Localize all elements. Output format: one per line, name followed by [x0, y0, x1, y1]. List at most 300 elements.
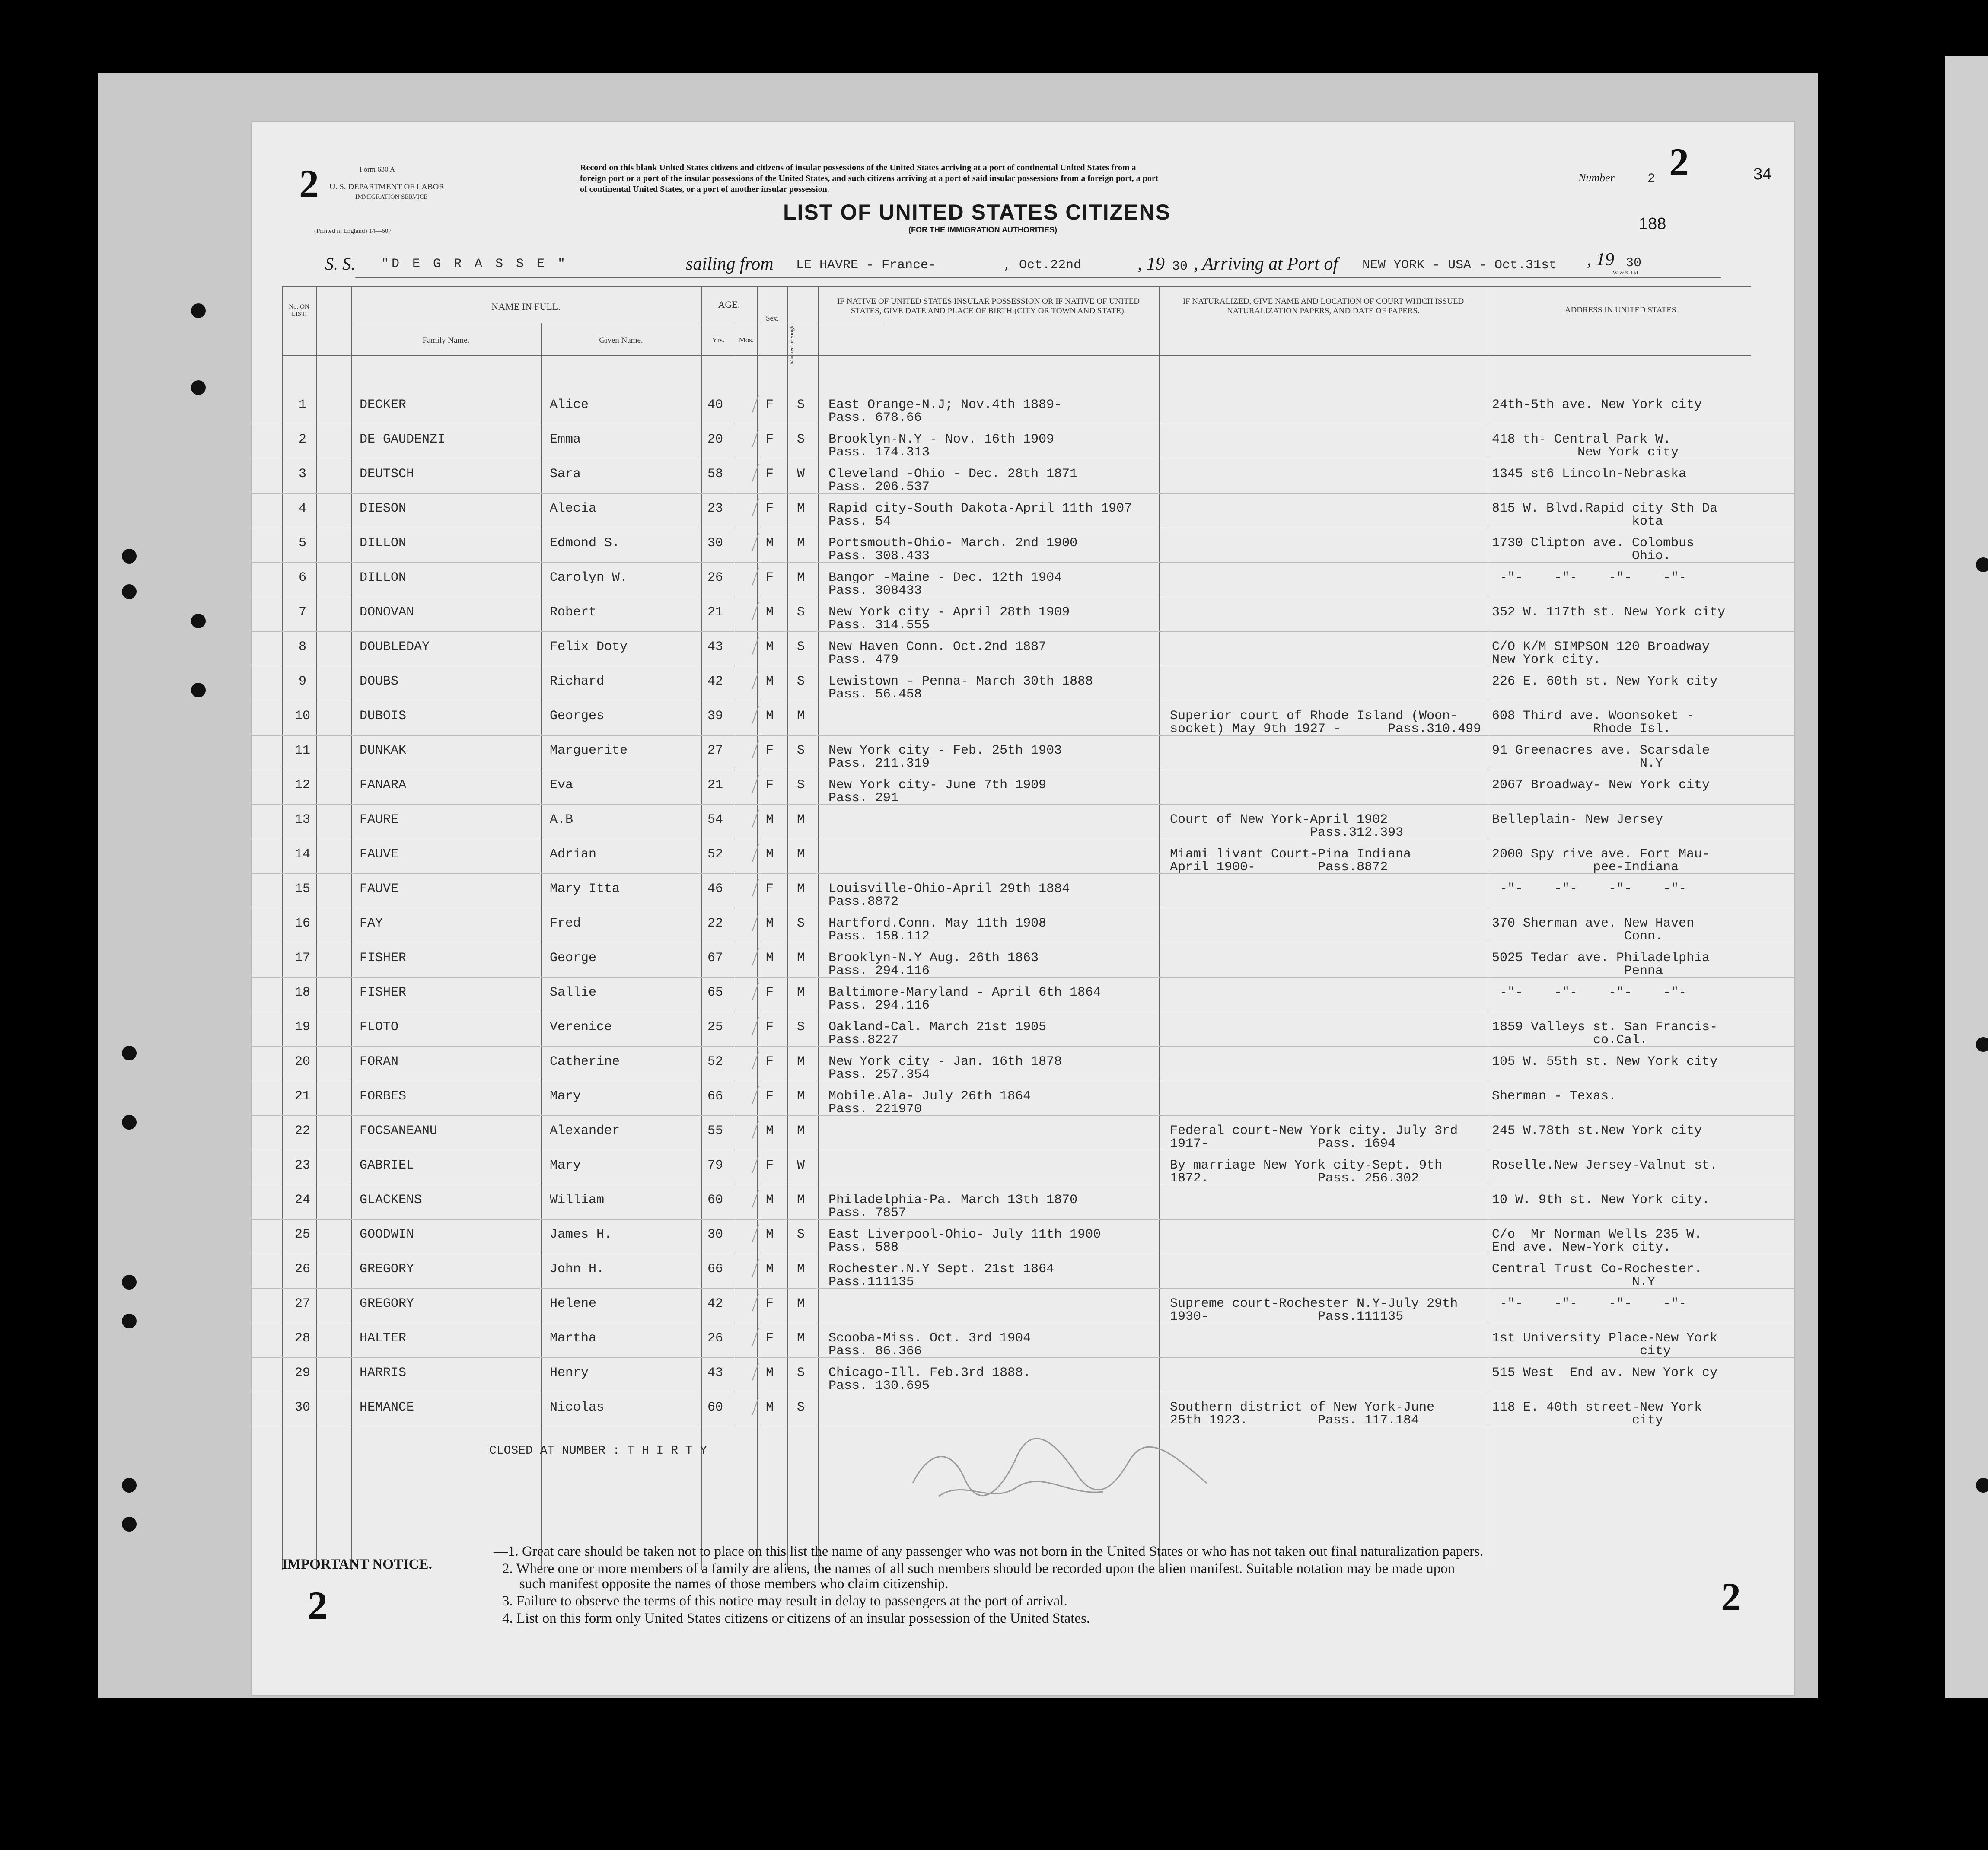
- given-name: George: [550, 951, 597, 965]
- address-line-2: New York city: [1492, 445, 1679, 460]
- check-mark: [735, 948, 759, 965]
- birth-place-line-2: Pass. 479: [828, 653, 899, 667]
- age: 43: [707, 640, 723, 654]
- birth-place: New York city - Jan. 16th 1878: [828, 1054, 1062, 1069]
- binder-hole: [122, 1115, 137, 1130]
- row-number: 6: [298, 570, 306, 585]
- given-name: A.B: [550, 812, 573, 827]
- marital-status: S: [797, 1227, 805, 1242]
- birth-place: East Orange-N.J; Nov.4th 1889-: [828, 398, 1062, 412]
- naturalization-court: Federal court-New York city. July 3rd: [1170, 1124, 1458, 1138]
- marital-status: M: [797, 536, 805, 551]
- row-number: 24: [294, 1193, 310, 1207]
- header-no: No. ON LIST.: [289, 303, 309, 318]
- marital-status: M: [797, 1193, 805, 1207]
- age: 39: [707, 709, 723, 723]
- arriving-label: , Arriving at Port of: [1194, 254, 1338, 274]
- sail-year-prefix: , 19: [1137, 254, 1165, 274]
- address: Belleplain- New Jersey: [1492, 812, 1663, 827]
- sex: M: [766, 605, 774, 620]
- address-line-2: city: [1492, 1344, 1671, 1359]
- family-name: DEUTSCH: [360, 467, 414, 481]
- address-line-2: Conn.: [1492, 929, 1663, 944]
- sex: F: [766, 570, 774, 585]
- check-mark: [735, 1017, 759, 1035]
- row-number: 7: [298, 605, 306, 620]
- row-number: 26: [294, 1262, 310, 1277]
- birth-place: Bangor -Maine - Dec. 12th 1904: [828, 570, 1062, 585]
- check-mark: [735, 810, 759, 827]
- sex: M: [766, 951, 774, 965]
- check-mark: [735, 1190, 759, 1207]
- age: 43: [707, 1366, 723, 1380]
- age: 42: [707, 674, 723, 689]
- naturalization-court: Court of New York-April 1902: [1170, 812, 1388, 827]
- birth-place: Rapid city-South Dakota-April 11th 1907: [828, 501, 1132, 516]
- binder-hole: [122, 549, 137, 564]
- address-line-2: pee-Indiana: [1492, 860, 1679, 875]
- record-note-3: of continental United States, or a port of another insular possession.: [580, 185, 829, 194]
- check-mark: [735, 430, 759, 447]
- binder-hole: [1976, 1037, 1988, 1052]
- row-number: 29: [294, 1366, 310, 1380]
- check-mark: [735, 983, 759, 1000]
- family-name: GREGORY: [360, 1262, 414, 1277]
- table-row: [252, 494, 1794, 528]
- birth-place: Chicago-Ill. Feb.3rd 1888.: [828, 1366, 1031, 1380]
- table-row: [252, 424, 1794, 459]
- adjacent-sheet: [1945, 56, 1988, 1698]
- given-name: Richard: [550, 674, 605, 689]
- check-mark: [735, 1086, 759, 1104]
- binder-hole: [122, 584, 137, 599]
- age: 60: [707, 1400, 723, 1415]
- age: 30: [707, 1227, 723, 1242]
- age: 40: [707, 398, 723, 412]
- ship-name: "D E G R A S S E ": [381, 257, 568, 271]
- check-mark: [735, 637, 759, 654]
- birth-place-line-2: Pass. 221970: [828, 1102, 922, 1117]
- age: 66: [707, 1089, 723, 1104]
- record-note-1: Record on this blank United States citizens and citizens of insular possessions of the United States arriving at a port of continental United States from a: [580, 163, 1136, 172]
- table-row: [252, 943, 1794, 978]
- check-mark: [735, 602, 759, 620]
- check-mark: [735, 706, 759, 723]
- sex: F: [766, 1020, 774, 1035]
- row-number: 10: [294, 709, 310, 723]
- bottom-left-number: 2: [308, 1583, 328, 1627]
- form-number: Form 630 A: [360, 165, 395, 173]
- given-name: Alecia: [550, 501, 597, 516]
- table-row: [252, 1185, 1794, 1220]
- table-row: [252, 908, 1794, 943]
- address: 245 W.78th st.New York city: [1492, 1124, 1702, 1138]
- family-name: DONOVAN: [360, 605, 414, 620]
- age: 25: [707, 1020, 723, 1035]
- birth-place: Hartford.Conn. May 11th 1908: [828, 916, 1047, 931]
- sex: F: [766, 501, 774, 516]
- birth-place-line-2: Pass. 7857: [828, 1206, 907, 1220]
- birth-place: New Haven Conn. Oct.2nd 1887: [828, 640, 1047, 654]
- address: -"- -"- -"- -"-: [1492, 882, 1687, 896]
- birth-place-line-2: Pass. 130.695: [828, 1379, 930, 1393]
- number-typed: 2: [1647, 172, 1656, 186]
- address-line-2: kota: [1492, 514, 1663, 529]
- number-label: Number: [1578, 172, 1615, 184]
- address: 1859 Valleys st. San Francis-: [1492, 1020, 1718, 1035]
- birth-place-line-2: Pass.8227: [828, 1033, 899, 1048]
- birth-place: Louisville-Ohio-April 29th 1884: [828, 882, 1070, 896]
- binder-hole: [122, 1478, 137, 1493]
- address: 5025 Tedar ave. Philadelphia: [1492, 951, 1710, 965]
- birth-place-line-2: Pass. 308433: [828, 583, 922, 598]
- table-row: [252, 1323, 1794, 1358]
- row-number: 30: [294, 1400, 310, 1415]
- sailing-from-label: sailing from: [686, 254, 774, 274]
- table-row: [252, 1150, 1794, 1185]
- address: -"- -"- -"- -"-: [1492, 1296, 1687, 1311]
- row-number: 5: [298, 536, 306, 551]
- notice-item-1: —1. Great care should be taken not to place on this list the name of any passenger who was not born in the United States or who has not taken out final naturalization papers.: [494, 1544, 1484, 1559]
- header-bottom-rule: [282, 355, 1751, 356]
- marital-status: S: [797, 398, 805, 412]
- family-name: FOCSANEANU: [360, 1124, 438, 1138]
- birth-place-line-2: Pass. 588: [828, 1240, 899, 1255]
- row-number: 20: [294, 1054, 310, 1069]
- age: 52: [707, 847, 723, 862]
- family-name: GREGORY: [360, 1296, 414, 1311]
- notice-item-4: 4. List on this form only United States citizens or citizens of an insular possession of the United States.: [502, 1611, 1090, 1626]
- row-number: 17: [294, 951, 310, 965]
- row-number: 19: [294, 1020, 310, 1035]
- address: Roselle.New Jersey-Valnut st.: [1492, 1158, 1718, 1173]
- given-name: Helene: [550, 1296, 597, 1311]
- address: 608 Third ave. Woonsoket -: [1492, 709, 1695, 723]
- table-row: [252, 1012, 1794, 1047]
- birth-place-line-2: Pass. 206.537: [828, 480, 930, 494]
- binder-hole: [191, 380, 206, 395]
- age: 21: [707, 605, 723, 620]
- sex: M: [766, 847, 774, 862]
- address: 105 W. 55th st. New York city: [1492, 1054, 1718, 1069]
- notice-item-2: 2. Where one or more members of a family are aliens, the names of all such members should be recorded upon the alien manifest. Suitable notation may be made upon: [502, 1561, 1455, 1576]
- marital-status: M: [797, 1124, 805, 1138]
- birth-place-line-2: Pass. 158.112: [828, 929, 930, 944]
- given-name: Edmond S.: [550, 536, 620, 551]
- header-given-name: Given Name.: [599, 336, 643, 345]
- given-name: Sallie: [550, 985, 597, 1000]
- check-mark: [735, 395, 759, 412]
- family-name: DOUBS: [360, 674, 399, 689]
- sex: M: [766, 812, 774, 827]
- row-number: 4: [298, 501, 306, 516]
- age: 65: [707, 985, 723, 1000]
- birth-place-line-2: Pass. 86.366: [828, 1344, 922, 1359]
- binder-hole: [1976, 1478, 1988, 1493]
- arriving-port: NEW YORK - USA - Oct.31st: [1362, 258, 1557, 273]
- marital-status: S: [797, 640, 805, 654]
- given-name: Felix Doty: [550, 640, 628, 654]
- birth-place: New York city - Feb. 25th 1903: [828, 743, 1062, 758]
- sail-year: 30: [1172, 259, 1188, 274]
- address: Sherman - Texas.: [1492, 1089, 1617, 1104]
- table-row: [252, 839, 1794, 874]
- check-mark: [735, 879, 759, 896]
- birth-place-line-2: Pass.8872: [828, 895, 899, 909]
- address-line-2: N.Y: [1492, 756, 1663, 771]
- marital-status: M: [797, 1054, 805, 1069]
- sex: M: [766, 1262, 774, 1277]
- table-row: [252, 701, 1794, 736]
- birth-place: Brooklyn-N.Y - Nov. 16th 1909: [828, 432, 1055, 447]
- sex: F: [766, 743, 774, 758]
- family-name: HALTER: [360, 1331, 407, 1346]
- table-row: [252, 597, 1794, 632]
- address: 24th-5th ave. New York city: [1492, 398, 1702, 412]
- birth-place-line-2: Pass. 314.555: [828, 618, 930, 633]
- given-name: John H.: [550, 1262, 605, 1277]
- binder-hole: [191, 614, 206, 628]
- marital-status: M: [797, 709, 805, 723]
- birth-place-line-2: Pass. 678.66: [828, 411, 922, 425]
- check-mark: [735, 464, 759, 481]
- age: 66: [707, 1262, 723, 1277]
- sex: F: [766, 1158, 774, 1173]
- table-top-rule: [282, 286, 1751, 287]
- sex: F: [766, 1296, 774, 1311]
- address-line-2: city: [1492, 1413, 1663, 1428]
- sail-date: , Oct.22nd: [1004, 258, 1082, 273]
- age: 42: [707, 1296, 723, 1311]
- check-mark: [735, 1398, 759, 1415]
- sailing-from: LE HAVRE - France-: [796, 258, 937, 273]
- address: 91 Greenacres ave. Scarsdale: [1492, 743, 1710, 758]
- marital-status: M: [797, 847, 805, 862]
- department: U. S. DEPARTMENT OF LABOR: [329, 182, 444, 191]
- sex: F: [766, 467, 774, 481]
- table-row: [252, 1392, 1794, 1427]
- sex: M: [766, 1366, 774, 1380]
- row-number: 25: [294, 1227, 310, 1242]
- age: 52: [707, 1054, 723, 1069]
- service: IMMIGRATION SERVICE: [355, 194, 428, 201]
- binder-hole: [122, 1046, 137, 1060]
- birth-place-line-2: Pass. 294.116: [828, 998, 930, 1013]
- row-number: 11: [294, 743, 310, 758]
- age: 30: [707, 536, 723, 551]
- binder-hole: [122, 1275, 137, 1290]
- address: 1st University Place-New York: [1492, 1331, 1718, 1346]
- table-row: [252, 459, 1794, 494]
- marital-status: M: [797, 1089, 805, 1104]
- row-number: 9: [298, 674, 306, 689]
- sex: M: [766, 1400, 774, 1415]
- given-name: Catherine: [550, 1054, 620, 1069]
- marital-status: M: [797, 570, 805, 585]
- arrive-year-prefix: , 19: [1587, 250, 1614, 270]
- check-mark: [735, 1052, 759, 1069]
- table-row: [252, 528, 1794, 563]
- birth-place: Scooba-Miss. Oct. 3rd 1904: [828, 1331, 1031, 1346]
- header-sex: Sex.: [766, 314, 779, 322]
- passenger-list: [252, 390, 1794, 1565]
- record-note-2: foreign port or a port of the insular possessions of the United States, and such citizens arriving at a port of said insular possessions from a foreign port, a port: [580, 174, 1159, 183]
- table-row: [252, 1289, 1794, 1323]
- row-number: 27: [294, 1296, 310, 1311]
- age: 58: [707, 467, 723, 481]
- table-row: [252, 978, 1794, 1012]
- birth-place: East Liverpool-Ohio- July 11th 1900: [828, 1227, 1101, 1242]
- address-line-2: Rhode Isl.: [1492, 722, 1671, 736]
- row-number: 23: [294, 1158, 310, 1173]
- address: -"- -"- -"- -"-: [1492, 570, 1687, 585]
- birth-place: Brooklyn-N.Y Aug. 26th 1863: [828, 951, 1039, 965]
- naturalization-court-line-2: April 1900- Pass.8872: [1170, 860, 1388, 875]
- address: Central Trust Co-Rochester.: [1492, 1262, 1702, 1277]
- table-row: [252, 1254, 1794, 1289]
- birth-place-line-2: Pass. 294.116: [828, 964, 930, 978]
- age: 54: [707, 812, 723, 827]
- given-name: Alexander: [550, 1124, 620, 1138]
- sex: F: [766, 432, 774, 447]
- naturalization-court-line-2: 25th 1923. Pass. 117.184: [1170, 1413, 1419, 1428]
- page-subtitle: (FOR THE IMMIGRATION AUTHORITIES): [908, 226, 1057, 234]
- address: 10 W. 9th st. New York city.: [1492, 1193, 1710, 1207]
- family-name: GLACKENS: [360, 1193, 422, 1207]
- check-mark: [735, 1363, 759, 1380]
- table-row: [252, 1116, 1794, 1150]
- address-line-2: N.Y: [1492, 1275, 1656, 1290]
- ship-line-rule: [355, 277, 1721, 278]
- address: 815 W. Blvd.Rapid city Sth Da: [1492, 501, 1718, 516]
- printed-note: (Printed in England) 14—607: [314, 228, 392, 235]
- notice-item-2b: such manifest opposite the names of those members who claim citizenship.: [519, 1576, 949, 1592]
- marital-status: M: [797, 882, 805, 896]
- marital-status: M: [797, 501, 805, 516]
- family-name: FAY: [360, 916, 383, 931]
- given-name: Alice: [550, 398, 589, 412]
- given-name: Robert: [550, 605, 597, 620]
- sex: M: [766, 674, 774, 689]
- sex: M: [766, 916, 774, 931]
- check-mark: [735, 568, 759, 585]
- marital-status: M: [797, 951, 805, 965]
- family-name: FANARA: [360, 778, 407, 793]
- naturalization-court-line-2: Pass.312.393: [1170, 825, 1404, 840]
- naturalization-court-line-2: 1872. Pass. 256.302: [1170, 1171, 1419, 1186]
- naturalization-court-line-2: socket) May 9th 1927 - Pass.310.499: [1170, 722, 1481, 736]
- given-name: Mary: [550, 1158, 581, 1173]
- arrive-year: 30: [1626, 256, 1642, 271]
- family-name: FLOTO: [360, 1020, 399, 1035]
- family-name: FORBES: [360, 1089, 407, 1104]
- sex: M: [766, 536, 774, 551]
- address: 515 West End av. New York cy: [1492, 1366, 1718, 1380]
- header-age: AGE.: [718, 299, 740, 310]
- given-name: Georges: [550, 709, 605, 723]
- row-number: 18: [294, 985, 310, 1000]
- signature-scribble: [904, 1431, 1250, 1509]
- given-name: William: [550, 1193, 605, 1207]
- address-line-2: Penna: [1492, 964, 1663, 978]
- binder-hole: [191, 683, 206, 697]
- birth-place-line-2: Pass. 257.354: [828, 1067, 930, 1082]
- naturalization-court: Superior court of Rhode Island (Woon-: [1170, 709, 1458, 723]
- address: 352 W. 117th st. New York city: [1492, 605, 1726, 620]
- header-birth: IF NATIVE OF UNITED STATES INSULAR POSSESSION OR IF NATIVE OF UNITED STATES, GIVE DATE AND PLACE OF BIRTH (CITY OR TOWN AND STATE).: [837, 297, 1140, 315]
- address-line-2: Ohio.: [1492, 549, 1671, 564]
- age: 20: [707, 432, 723, 447]
- given-name: Adrian: [550, 847, 597, 862]
- address: C/o Mr Norman Wells 235 W.: [1492, 1227, 1702, 1242]
- sex: F: [766, 1089, 774, 1104]
- check-mark: [735, 1121, 759, 1138]
- age: 79: [707, 1158, 723, 1173]
- check-mark: [735, 1328, 759, 1346]
- sex: F: [766, 778, 774, 793]
- check-mark: [735, 844, 759, 862]
- marital-status: S: [797, 432, 805, 447]
- naturalization-court: Southern district of New York-June: [1170, 1400, 1435, 1415]
- address: 118 E. 40th street-New York: [1492, 1400, 1702, 1415]
- naturalization-court-line-2: 1930- Pass.111135: [1170, 1309, 1404, 1324]
- check-mark: [735, 914, 759, 931]
- family-name: DIESON: [360, 501, 407, 516]
- birth-place: New York city- June 7th 1909: [828, 778, 1047, 793]
- age: 46: [707, 882, 723, 896]
- check-mark: [735, 1259, 759, 1277]
- table-row: [252, 770, 1794, 805]
- sex: F: [766, 882, 774, 896]
- address-line-2: End ave. New-York city.: [1492, 1240, 1671, 1255]
- given-name: Martha: [550, 1331, 597, 1346]
- marital-status: S: [797, 674, 805, 689]
- table-row: [252, 666, 1794, 701]
- age: 67: [707, 951, 723, 965]
- row-number: 1: [298, 398, 306, 412]
- check-mark: [735, 1156, 759, 1173]
- header-naturalized: IF NATURALIZED, GIVE NAME AND LOCATION OF COURT WHICH ISSUED NATURALIZATION PAPERS, AND DATE OF PAPERS.: [1182, 297, 1464, 315]
- marital-status: M: [797, 1262, 805, 1277]
- address: 2000 Spy rive ave. Fort Mau-: [1492, 847, 1710, 862]
- address-line-2: co.Cal.: [1492, 1033, 1648, 1048]
- family-name: FAUVE: [360, 847, 399, 862]
- family-name: HARRIS: [360, 1366, 407, 1380]
- given-name: Nicolas: [550, 1400, 605, 1415]
- family-name: DE GAUDENZI: [360, 432, 446, 447]
- birth-place-line-2: Pass. 211.319: [828, 756, 930, 771]
- address: 418 th- Central Park W.: [1492, 432, 1671, 447]
- binder-hole: [122, 1314, 137, 1328]
- row-number: 13: [294, 812, 310, 827]
- birth-place: Baltimore-Maryland - April 6th 1864: [828, 985, 1101, 1000]
- address: -"- -"- -"- -"-: [1492, 985, 1687, 1000]
- given-name: Emma: [550, 432, 581, 447]
- ss-label: S. S.: [325, 254, 355, 274]
- naturalization-court: Supreme court-Rochester N.Y-July 29th: [1170, 1296, 1458, 1311]
- birth-place: Cleveland -Ohio - Dec. 28th 1871: [828, 467, 1078, 481]
- row-number: 16: [294, 916, 310, 931]
- row-number: 14: [294, 847, 310, 862]
- row-number: 28: [294, 1331, 310, 1346]
- table-row: [252, 1081, 1794, 1116]
- header-family-name: Family Name.: [422, 336, 470, 345]
- bottom-right-number: 2: [1721, 1575, 1741, 1619]
- family-name: DILLON: [360, 570, 407, 585]
- birth-place: Mobile.Ala- July 26th 1864: [828, 1089, 1031, 1104]
- given-name: Mary Itta: [550, 882, 620, 896]
- table-row: [252, 1220, 1794, 1254]
